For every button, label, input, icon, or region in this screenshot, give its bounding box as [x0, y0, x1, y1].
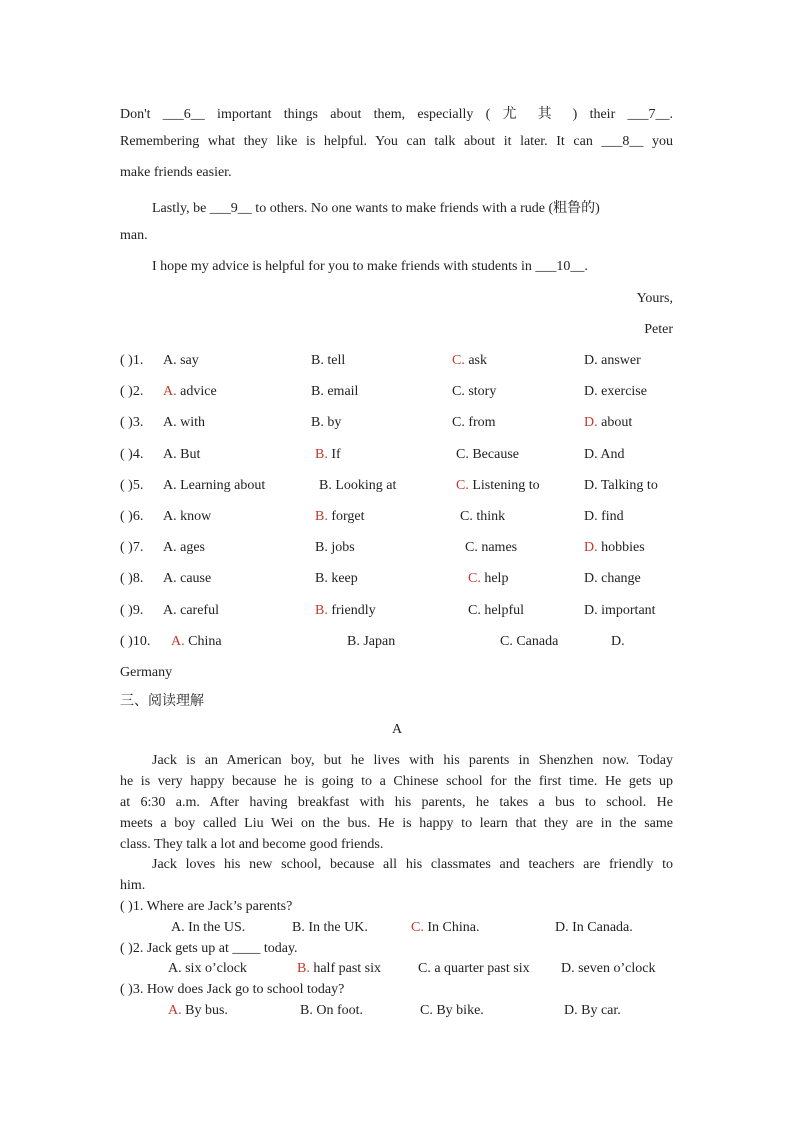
cloze-number: ( )3. [120, 415, 144, 430]
cloze-option-c: C. Canada [500, 634, 559, 649]
cloze-option-a: A. Learning about [163, 478, 266, 493]
cloze-option-b [315, 509, 365, 525]
cloze-option-c: C. story [452, 384, 497, 399]
cloze-option-b [315, 603, 376, 619]
cloze-option-b [315, 447, 341, 463]
option-text: about [597, 415, 633, 430]
option-text: advice [176, 384, 217, 399]
cloze-number: ( )5. [120, 478, 144, 493]
reading-line-4: meets a boy called Liu Wei on the bus. He is happy to learn that they are in the same [120, 816, 673, 831]
cloze-option-b: B. tell [311, 353, 346, 368]
signoff-name: Peter [644, 322, 673, 337]
option-text: friendly [327, 603, 376, 618]
answer-letter: A. [171, 634, 185, 649]
cloze-option-d: D. change [584, 571, 641, 586]
section-title: 三、阅读理解 [120, 693, 204, 709]
passage-line-3: make friends easier. [120, 165, 232, 180]
question-option-d: D. In Canada. [555, 920, 633, 935]
answer-letter: B. [315, 603, 328, 618]
cloze-number: ( )7. [120, 540, 144, 555]
cloze-option-a: A. But [163, 447, 201, 462]
option-text: forget [327, 509, 365, 524]
answer-letter: B. [315, 447, 328, 462]
passage-line-2: Remembering what they like is helpful. You can talk about it later. It can ___8__ you [120, 134, 673, 149]
reading-line-3: at 6:30 a.m. After having breakfast with his parents, he takes a bus to school. He [120, 795, 673, 810]
answer-letter: A. [168, 1003, 182, 1018]
option-text: By bus. [181, 1003, 228, 1018]
cloze-option-c [456, 478, 540, 494]
cloze-number: ( )10. [120, 634, 151, 649]
option-text: If [327, 447, 341, 462]
answer-letter: B. [297, 961, 310, 976]
question-stem: ( )1. Where are Jack’s parents? [120, 899, 293, 914]
cloze-option-d: D. answer [584, 353, 641, 368]
question-option-a [168, 1003, 228, 1019]
cloze-option-b: B. email [311, 384, 359, 399]
cloze-option-a: A. cause [163, 571, 212, 586]
cloze-option-b: B. by [311, 415, 342, 430]
cloze-option-d: D. [611, 634, 625, 649]
cloze-option-c: C. names [465, 540, 518, 555]
question-stem: ( )3. How does Jack go to school today? [120, 982, 345, 997]
cloze-option-a: A. know [163, 509, 212, 524]
cloze-wrap-text: Germany [120, 665, 173, 680]
question-option-c: C. By bike. [420, 1003, 484, 1018]
cloze-option-d: D. find [584, 509, 624, 524]
answer-letter: B. [315, 509, 328, 524]
cloze-number: ( )8. [120, 571, 144, 586]
cloze-option-c: C. think [460, 509, 506, 524]
reading-line-6: Jack loves his new school, because all his classmates and teachers are friendly to [152, 857, 673, 872]
option-text: help [480, 571, 509, 586]
answer-letter: C. [452, 353, 465, 368]
passage-label: A [391, 722, 403, 737]
option-text: In China. [423, 920, 480, 935]
reading-line-1: Jack is an American boy, but he lives with his parents in Shenzhen now. Today [152, 753, 673, 768]
cloze-option-c: C. helpful [468, 603, 524, 618]
cloze-option-a [163, 384, 217, 400]
reading-line-5: class. They talk a lot and become good friends. [120, 837, 384, 852]
cloze-option-a: A. say [163, 353, 199, 368]
answer-letter: C. [456, 478, 469, 493]
answer-letter: D. [584, 415, 598, 430]
question-option-b [297, 961, 381, 977]
cloze-option-d [584, 415, 632, 431]
passage-line-1: Don't ___6__ important things about them, especially ( 尤 其 ) their ___7__. [120, 107, 673, 122]
cloze-number: ( )6. [120, 509, 144, 524]
cloze-option-c [468, 571, 508, 587]
cloze-number: ( )2. [120, 384, 144, 399]
cloze-option-d: D. important [584, 603, 656, 618]
cloze-option-a: A. careful [163, 603, 219, 618]
answer-letter: C. [411, 920, 424, 935]
question-option-a: A. six o’clock [168, 961, 247, 976]
cloze-option-c: C. from [452, 415, 496, 430]
question-option-b: B. In the UK. [292, 920, 368, 935]
cloze-option-a: A. with [163, 415, 205, 430]
cloze-option-c: C. Because [456, 447, 519, 462]
reading-line-7: him. [120, 878, 146, 893]
question-option-b: B. On foot. [300, 1003, 363, 1018]
answer-letter: A. [163, 384, 177, 399]
cloze-option-d [584, 540, 645, 556]
question-option-d: D. seven o’clock [561, 961, 656, 976]
cloze-option-b: B. Japan [347, 634, 396, 649]
cloze-option-a: A. ages [163, 540, 205, 555]
question-stem: ( )2. Jack gets up at ____ today. [120, 941, 298, 956]
cloze-option-c [452, 353, 487, 369]
signoff-yours: Yours, [636, 291, 673, 306]
cloze-option-d: D. exercise [584, 384, 647, 399]
option-text: Listening to [468, 478, 540, 493]
option-text: China [184, 634, 222, 649]
question-option-a: A. In the US. [171, 920, 246, 935]
option-text: ask [464, 353, 488, 368]
cloze-number: ( )1. [120, 353, 144, 368]
question-option-c [411, 920, 479, 936]
cloze-option-b: B. keep [315, 571, 358, 586]
cloze-option-a [171, 634, 222, 650]
passage-line-5: man. [120, 228, 148, 243]
question-option-d: D. By car. [564, 1003, 621, 1018]
cloze-option-d: D. And [584, 447, 625, 462]
cloze-number: ( )4. [120, 447, 144, 462]
answer-letter: D. [584, 540, 598, 555]
cloze-number: ( )9. [120, 603, 144, 618]
question-option-c: C. a quarter past six [418, 961, 530, 976]
cloze-option-b: B. Looking at [319, 478, 397, 493]
reading-line-2: he is very happy because he is going to a Chinese school for the first time. He gets up [120, 774, 673, 789]
cloze-option-d: D. Talking to [584, 478, 658, 493]
option-text: half past six [309, 961, 381, 976]
passage-line-6: I hope my advice is helpful for you to make friends with students in ___10__. [152, 259, 588, 274]
answer-letter: C. [468, 571, 481, 586]
option-text: hobbies [597, 540, 645, 555]
passage-line-4: Lastly, be ___9__ to others. No one wants to make friends with a rude (粗鲁的) [152, 201, 600, 216]
cloze-option-b: B. jobs [315, 540, 355, 555]
